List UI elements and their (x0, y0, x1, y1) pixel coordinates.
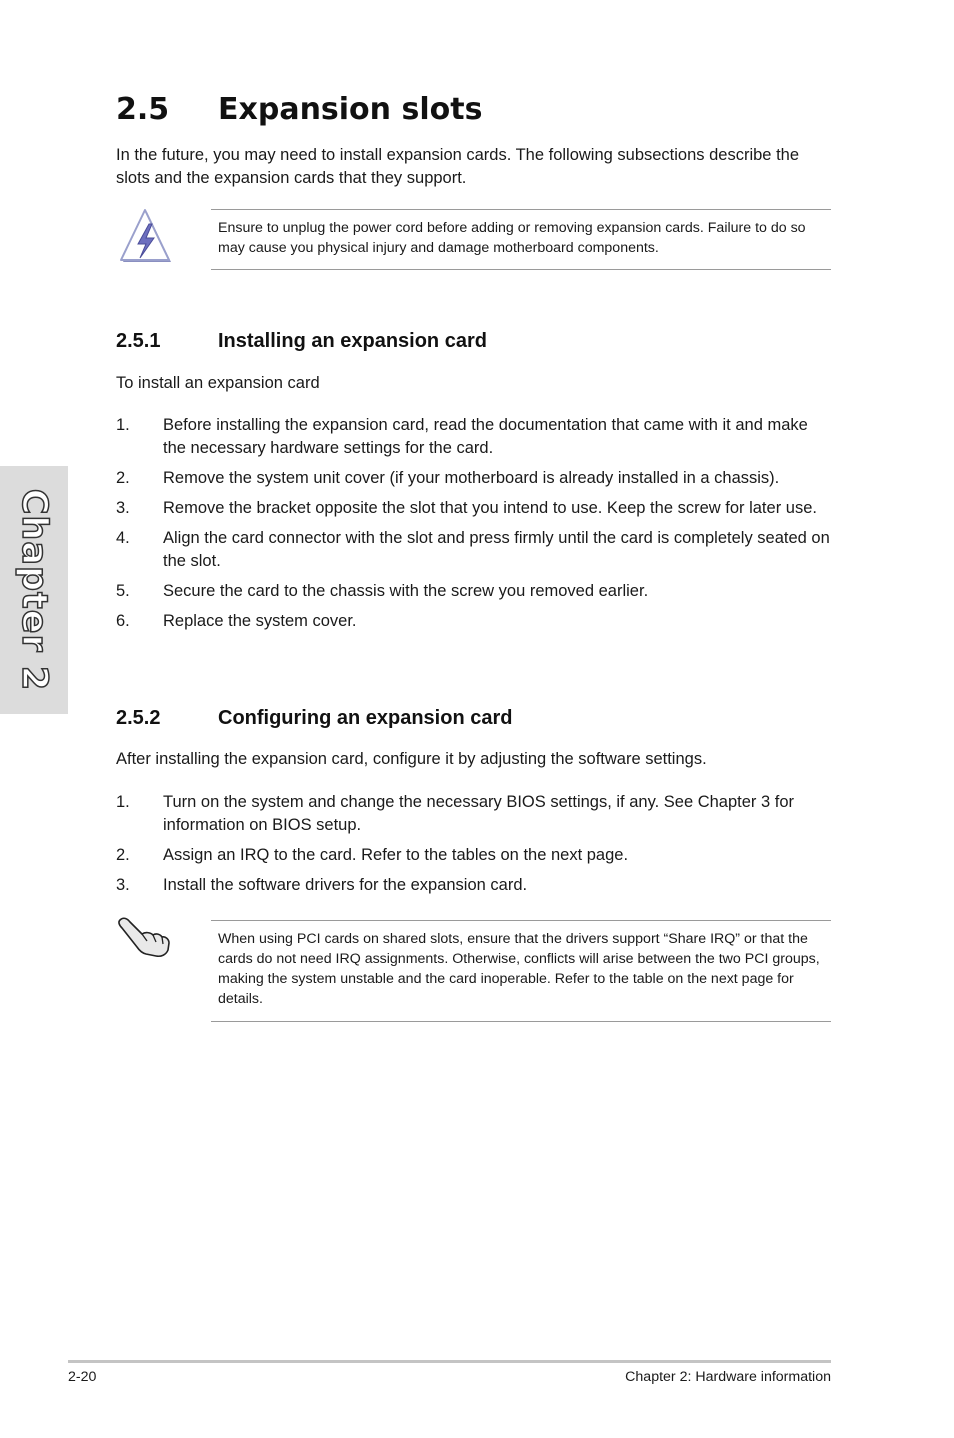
list-item: 2. Assign an IRQ to the card. Refer to the tables on the next page. (116, 846, 629, 864)
subsection-2-number: 2.5.2 (116, 707, 161, 729)
section-intro: In the future, you may need to install expansion cards. The following subsections describe the slots and the expansion cards that they support. (116, 146, 800, 187)
warning-text: Ensure to unplug the power cord before adding or removing expansion cards. Failure to do so may cause you physical injury and damage motherboard components. (218, 220, 806, 256)
warning-triangle-lightning-icon (116, 208, 174, 266)
note-text: When using PCI cards on shared slots, ensure that the drivers support “Share IRQ” or that the cards do not need IRQ assignments. Otherwise, conflicts will arise between the two PCI groups, making the system unstable and the card inoperable. Refer to the table on the next page for details. (218, 931, 820, 1007)
subsection-2-lead: After installing the expansion card, configure it by adjusting the software settings. (116, 750, 707, 768)
warning-box (211, 209, 831, 270)
chapter-tab (0, 466, 68, 714)
list-item: 1. Turn on the system and change the necessary BIOS settings, if any. See Chapter 3 for information on BIOS setup. (116, 793, 795, 834)
section-title-text: Expansion slots (218, 92, 483, 127)
subsection-2-title-text: Configuring an expansion card (218, 707, 513, 729)
list-item: 3. Remove the bracket opposite the slot that you intend to use. Keep the screw for later use. (116, 499, 817, 517)
list-item: 1. Before installing the expansion card, read the documentation that came with it and make the necessary hardware settings for the card. (116, 416, 808, 457)
footer-chapter-title: Chapter 2: Hardware information (625, 1369, 831, 1385)
chapter-tab-label: Chapter 2 (14, 488, 54, 692)
subsection-1-title-text: Installing an expansion card (218, 330, 487, 352)
list-item: 6. Replace the system cover. (116, 612, 357, 630)
subsection-2-title (116, 707, 512, 730)
list-item: 3. Install the software drivers for the expansion card. (116, 876, 528, 894)
section-number: 2.5 (116, 92, 170, 127)
list-item: 2. Remove the system unit cover (if your motherboard is already installed in a chassis). (116, 469, 780, 487)
note-box (211, 920, 831, 1022)
pointing-hand-note-icon (116, 914, 174, 960)
section-title (116, 92, 482, 127)
subsection-1-lead: To install an expansion card (116, 374, 320, 392)
footer-rule (68, 1360, 831, 1363)
configure-steps-list (116, 791, 832, 904)
page-number: 2-20 (68, 1369, 97, 1385)
list-item: 5. Secure the card to the chassis with the screw you removed earlier. (116, 582, 649, 600)
list-item: 4. Align the card connector with the slot and press firmly until the card is completely seated on the slot. (116, 529, 830, 570)
subsection-1-number: 2.5.1 (116, 330, 161, 352)
install-steps-list (116, 414, 832, 640)
subsection-1-title (116, 330, 487, 353)
